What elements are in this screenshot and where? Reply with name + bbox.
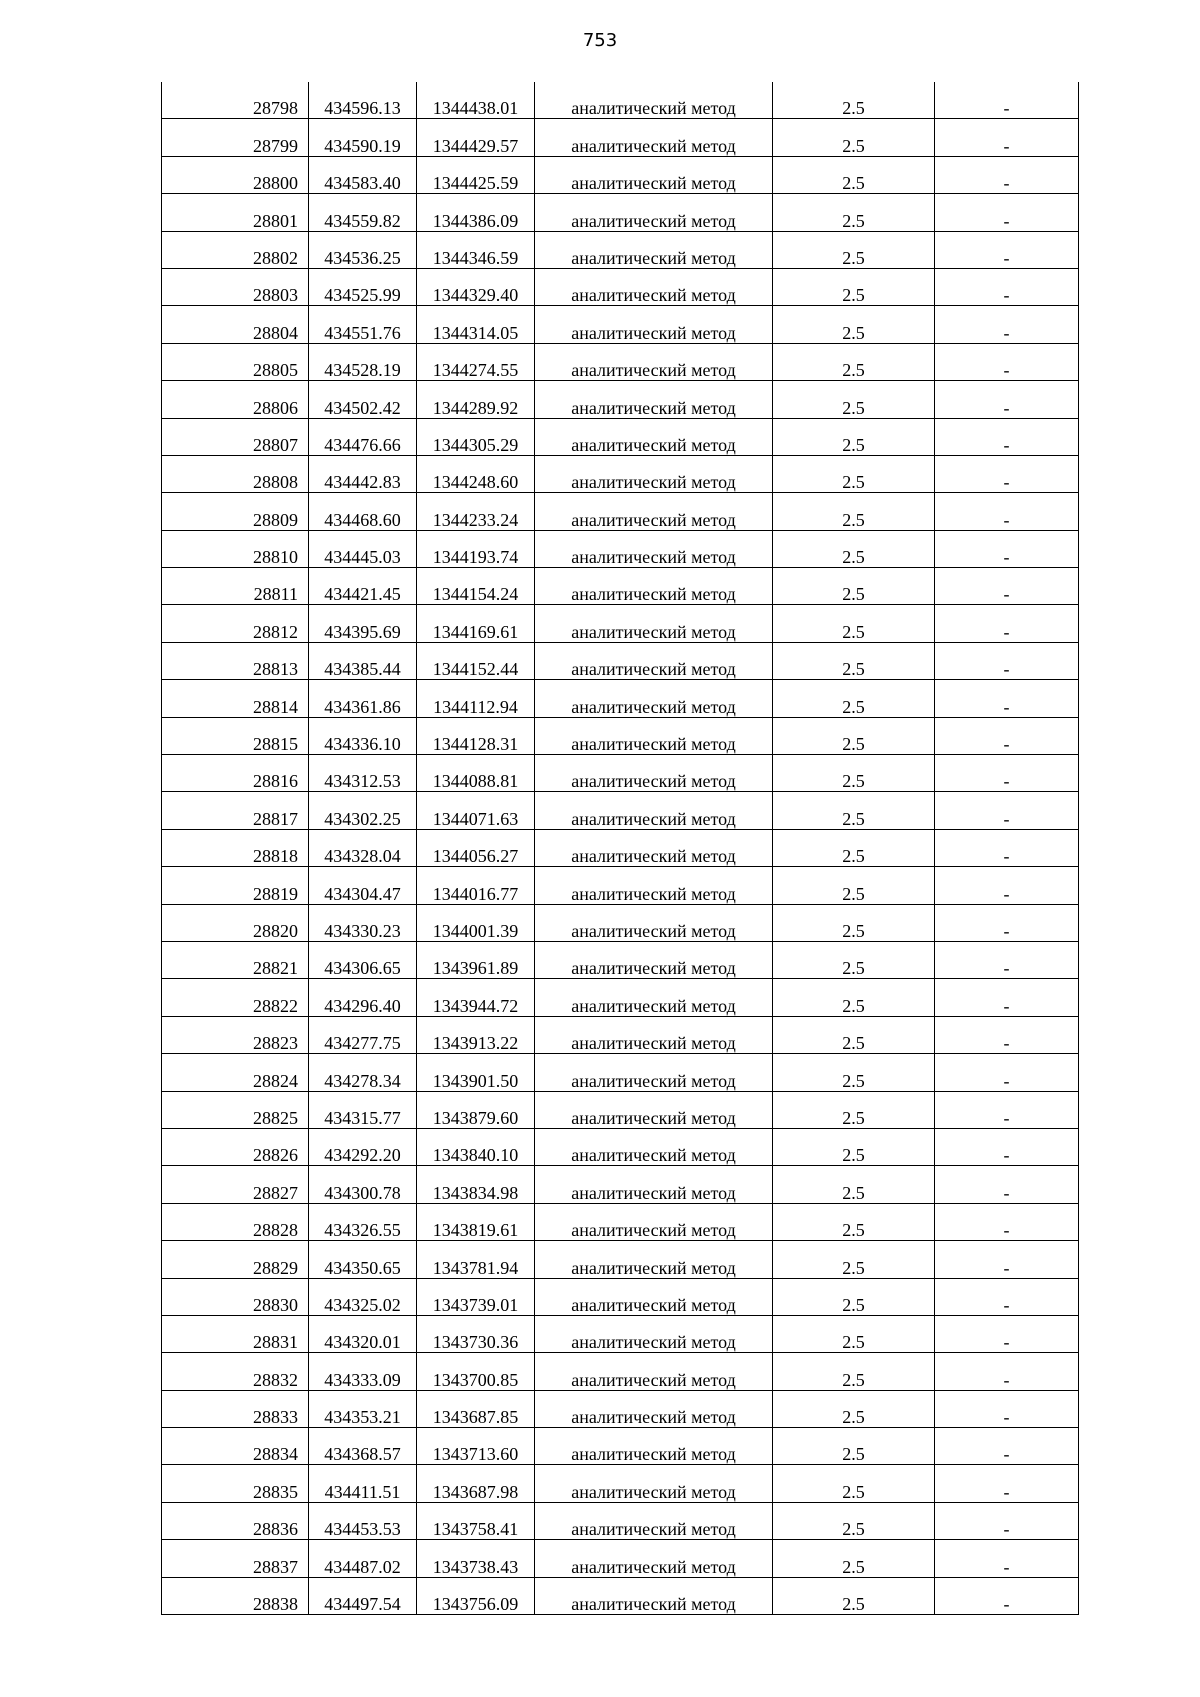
method-cell: аналитический метод [535, 156, 773, 193]
method-cell: аналитический метод [535, 306, 773, 343]
note-cell: - [935, 156, 1079, 193]
note-cell: - [935, 194, 1079, 231]
y-coordinate-cell: 1344314.05 [417, 306, 535, 343]
method-cell: аналитический метод [535, 979, 773, 1016]
method-cell: аналитический метод [535, 1390, 773, 1427]
note-cell: - [935, 231, 1079, 268]
point-number-cell: 28836 [162, 1502, 309, 1539]
point-number-cell: 28810 [162, 530, 309, 567]
note-cell: - [935, 867, 1079, 904]
accuracy-cell: 2.5 [773, 156, 935, 193]
y-coordinate-cell: 1343713.60 [417, 1428, 535, 1465]
table-row [162, 194, 1079, 231]
accuracy-cell: 2.5 [773, 1390, 935, 1427]
method-cell: аналитический метод [535, 605, 773, 642]
accuracy-cell: 2.5 [773, 680, 935, 717]
accuracy-cell: 2.5 [773, 1091, 935, 1128]
table-row [162, 1278, 1079, 1315]
note-cell: - [935, 979, 1079, 1016]
point-number-cell: 28829 [162, 1241, 309, 1278]
table-row [162, 680, 1079, 717]
table-row [162, 119, 1079, 156]
point-number-cell: 28835 [162, 1465, 309, 1502]
method-cell: аналитический метод [535, 1428, 773, 1465]
accuracy-cell: 2.5 [773, 493, 935, 530]
method-cell: аналитический метод [535, 1166, 773, 1203]
accuracy-cell: 2.5 [773, 1128, 935, 1165]
accuracy-cell: 2.5 [773, 306, 935, 343]
note-cell: - [935, 493, 1079, 530]
x-coordinate-cell: 434590.19 [309, 119, 417, 156]
method-cell: аналитический метод [535, 381, 773, 418]
table-row [162, 530, 1079, 567]
point-number-cell: 28830 [162, 1278, 309, 1315]
method-cell: аналитический метод [535, 568, 773, 605]
y-coordinate-cell: 1343961.89 [417, 941, 535, 978]
x-coordinate-cell: 434476.66 [309, 418, 417, 455]
table-row [162, 455, 1079, 492]
table-row [162, 867, 1079, 904]
accuracy-cell: 2.5 [773, 904, 935, 941]
note-cell: - [935, 717, 1079, 754]
point-number-cell: 28805 [162, 343, 309, 380]
x-coordinate-cell: 434325.02 [309, 1278, 417, 1315]
point-number-cell: 28820 [162, 904, 309, 941]
table-row [162, 1166, 1079, 1203]
y-coordinate-cell: 1344071.63 [417, 792, 535, 829]
method-cell: аналитический метод [535, 1353, 773, 1390]
table-row [162, 493, 1079, 530]
point-number-cell: 28838 [162, 1577, 309, 1614]
note-cell: - [935, 904, 1079, 941]
y-coordinate-cell: 1343901.50 [417, 1054, 535, 1091]
y-coordinate-cell: 1344169.61 [417, 605, 535, 642]
x-coordinate-cell: 434559.82 [309, 194, 417, 231]
point-number-cell: 28798 [162, 82, 309, 119]
coordinates-table-wrapper [161, 82, 1078, 1615]
y-coordinate-cell: 1343739.01 [417, 1278, 535, 1315]
x-coordinate-cell: 434306.65 [309, 941, 417, 978]
accuracy-cell: 2.5 [773, 231, 935, 268]
table-row [162, 792, 1079, 829]
method-cell: аналитический метод [535, 755, 773, 792]
table-row [162, 979, 1079, 1016]
method-cell: аналитический метод [535, 1540, 773, 1577]
method-cell: аналитический метод [535, 268, 773, 305]
method-cell: аналитический метод [535, 680, 773, 717]
method-cell: аналитический метод [535, 493, 773, 530]
accuracy-cell: 2.5 [773, 941, 935, 978]
x-coordinate-cell: 434502.42 [309, 381, 417, 418]
point-number-cell: 28827 [162, 1166, 309, 1203]
point-number-cell: 28809 [162, 493, 309, 530]
table-row [162, 1128, 1079, 1165]
x-coordinate-cell: 434328.04 [309, 829, 417, 866]
note-cell: - [935, 1166, 1079, 1203]
table-row [162, 605, 1079, 642]
note-cell: - [935, 1465, 1079, 1502]
method-cell: аналитический метод [535, 792, 773, 829]
y-coordinate-cell: 1343738.43 [417, 1540, 535, 1577]
note-cell: - [935, 530, 1079, 567]
y-coordinate-cell: 1344152.44 [417, 642, 535, 679]
x-coordinate-cell: 434296.40 [309, 979, 417, 1016]
note-cell: - [935, 1054, 1079, 1091]
accuracy-cell: 2.5 [773, 792, 935, 829]
y-coordinate-cell: 1344386.09 [417, 194, 535, 231]
note-cell: - [935, 455, 1079, 492]
y-coordinate-cell: 1343819.61 [417, 1203, 535, 1240]
x-coordinate-cell: 434468.60 [309, 493, 417, 530]
x-coordinate-cell: 434385.44 [309, 642, 417, 679]
y-coordinate-cell: 1344016.77 [417, 867, 535, 904]
table-row [162, 1428, 1079, 1465]
point-number-cell: 28825 [162, 1091, 309, 1128]
table-row [162, 343, 1079, 380]
accuracy-cell: 2.5 [773, 1241, 935, 1278]
table-row [162, 156, 1079, 193]
point-number-cell: 28812 [162, 605, 309, 642]
point-number-cell: 28815 [162, 717, 309, 754]
point-number-cell: 28814 [162, 680, 309, 717]
table-row [162, 717, 1079, 754]
table-row [162, 1315, 1079, 1352]
accuracy-cell: 2.5 [773, 418, 935, 455]
note-cell: - [935, 642, 1079, 679]
point-number-cell: 28813 [162, 642, 309, 679]
note-cell: - [935, 1353, 1079, 1390]
table-row [162, 755, 1079, 792]
y-coordinate-cell: 1344274.55 [417, 343, 535, 380]
point-number-cell: 28801 [162, 194, 309, 231]
method-cell: аналитический метод [535, 119, 773, 156]
accuracy-cell: 2.5 [773, 717, 935, 754]
note-cell: - [935, 941, 1079, 978]
table-row [162, 829, 1079, 866]
table-row [162, 381, 1079, 418]
table-row [162, 231, 1079, 268]
table-row [162, 82, 1079, 119]
accuracy-cell: 2.5 [773, 1203, 935, 1240]
note-cell: - [935, 1428, 1079, 1465]
accuracy-cell: 2.5 [773, 755, 935, 792]
x-coordinate-cell: 434320.01 [309, 1315, 417, 1352]
note-cell: - [935, 1128, 1079, 1165]
method-cell: аналитический метод [535, 231, 773, 268]
x-coordinate-cell: 434277.75 [309, 1016, 417, 1053]
point-number-cell: 28800 [162, 156, 309, 193]
method-cell: аналитический метод [535, 829, 773, 866]
accuracy-cell: 2.5 [773, 194, 935, 231]
note-cell: - [935, 1577, 1079, 1614]
point-number-cell: 28819 [162, 867, 309, 904]
y-coordinate-cell: 1343781.94 [417, 1241, 535, 1278]
point-number-cell: 28818 [162, 829, 309, 866]
point-number-cell: 28799 [162, 119, 309, 156]
accuracy-cell: 2.5 [773, 268, 935, 305]
y-coordinate-cell: 1344329.40 [417, 268, 535, 305]
note-cell: - [935, 755, 1079, 792]
accuracy-cell: 2.5 [773, 1016, 935, 1053]
y-coordinate-cell: 1343840.10 [417, 1128, 535, 1165]
accuracy-cell: 2.5 [773, 82, 935, 119]
note-cell: - [935, 1540, 1079, 1577]
accuracy-cell: 2.5 [773, 1054, 935, 1091]
table-row [162, 1203, 1079, 1240]
x-coordinate-cell: 434395.69 [309, 605, 417, 642]
accuracy-cell: 2.5 [773, 1577, 935, 1614]
table-row [162, 1540, 1079, 1577]
point-number-cell: 28803 [162, 268, 309, 305]
table-row [162, 306, 1079, 343]
accuracy-cell: 2.5 [773, 642, 935, 679]
x-coordinate-cell: 434583.40 [309, 156, 417, 193]
table-row [162, 1390, 1079, 1427]
accuracy-cell: 2.5 [773, 381, 935, 418]
y-coordinate-cell: 1343834.98 [417, 1166, 535, 1203]
note-cell: - [935, 605, 1079, 642]
accuracy-cell: 2.5 [773, 1353, 935, 1390]
point-number-cell: 28834 [162, 1428, 309, 1465]
point-number-cell: 28816 [162, 755, 309, 792]
note-cell: - [935, 306, 1079, 343]
table-row [162, 1465, 1079, 1502]
point-number-cell: 28802 [162, 231, 309, 268]
accuracy-cell: 2.5 [773, 119, 935, 156]
x-coordinate-cell: 434353.21 [309, 1390, 417, 1427]
method-cell: аналитический метод [535, 343, 773, 380]
method-cell: аналитический метод [535, 530, 773, 567]
table-row [162, 1091, 1079, 1128]
table-row [162, 268, 1079, 305]
x-coordinate-cell: 434333.09 [309, 1353, 417, 1390]
accuracy-cell: 2.5 [773, 1278, 935, 1315]
note-cell: - [935, 1241, 1079, 1278]
table-row [162, 941, 1079, 978]
x-coordinate-cell: 434330.23 [309, 904, 417, 941]
note-cell: - [935, 829, 1079, 866]
x-coordinate-cell: 434292.20 [309, 1128, 417, 1165]
x-coordinate-cell: 434368.57 [309, 1428, 417, 1465]
y-coordinate-cell: 1344438.01 [417, 82, 535, 119]
note-cell: - [935, 568, 1079, 605]
accuracy-cell: 2.5 [773, 1465, 935, 1502]
point-number-cell: 28808 [162, 455, 309, 492]
method-cell: аналитический метод [535, 1577, 773, 1614]
x-coordinate-cell: 434304.47 [309, 867, 417, 904]
y-coordinate-cell: 1344346.59 [417, 231, 535, 268]
method-cell: аналитический метод [535, 904, 773, 941]
method-cell: аналитический метод [535, 1203, 773, 1240]
table-row [162, 1577, 1079, 1614]
table-row [162, 904, 1079, 941]
accuracy-cell: 2.5 [773, 1502, 935, 1539]
note-cell: - [935, 1203, 1079, 1240]
table-row [162, 1054, 1079, 1091]
point-number-cell: 28832 [162, 1353, 309, 1390]
x-coordinate-cell: 434411.51 [309, 1465, 417, 1502]
x-coordinate-cell: 434300.78 [309, 1166, 417, 1203]
x-coordinate-cell: 434302.25 [309, 792, 417, 829]
y-coordinate-cell: 1344289.92 [417, 381, 535, 418]
accuracy-cell: 2.5 [773, 568, 935, 605]
y-coordinate-cell: 1344233.24 [417, 493, 535, 530]
table-row [162, 1241, 1079, 1278]
point-number-cell: 28811 [162, 568, 309, 605]
y-coordinate-cell: 1344305.29 [417, 418, 535, 455]
point-number-cell: 28828 [162, 1203, 309, 1240]
point-number-cell: 28833 [162, 1390, 309, 1427]
point-number-cell: 28817 [162, 792, 309, 829]
point-number-cell: 28826 [162, 1128, 309, 1165]
method-cell: аналитический метод [535, 1091, 773, 1128]
method-cell: аналитический метод [535, 455, 773, 492]
point-number-cell: 28806 [162, 381, 309, 418]
point-number-cell: 28837 [162, 1540, 309, 1577]
method-cell: аналитический метод [535, 1465, 773, 1502]
accuracy-cell: 2.5 [773, 829, 935, 866]
table-body [162, 82, 1079, 1615]
y-coordinate-cell: 1343944.72 [417, 979, 535, 1016]
note-cell: - [935, 1315, 1079, 1352]
x-coordinate-cell: 434326.55 [309, 1203, 417, 1240]
point-number-cell: 28822 [162, 979, 309, 1016]
page-number: 753 [582, 30, 618, 51]
table-row [162, 642, 1079, 679]
y-coordinate-cell: 1344154.24 [417, 568, 535, 605]
point-number-cell: 28821 [162, 941, 309, 978]
y-coordinate-cell: 1343700.85 [417, 1353, 535, 1390]
method-cell: аналитический метод [535, 194, 773, 231]
method-cell: аналитический метод [535, 642, 773, 679]
table-row [162, 1353, 1079, 1390]
accuracy-cell: 2.5 [773, 455, 935, 492]
note-cell: - [935, 343, 1079, 380]
method-cell: аналитический метод [535, 82, 773, 119]
x-coordinate-cell: 434442.83 [309, 455, 417, 492]
accuracy-cell: 2.5 [773, 343, 935, 380]
table-row [162, 1502, 1079, 1539]
accuracy-cell: 2.5 [773, 1540, 935, 1577]
note-cell: - [935, 381, 1079, 418]
x-coordinate-cell: 434525.99 [309, 268, 417, 305]
x-coordinate-cell: 434336.10 [309, 717, 417, 754]
method-cell: аналитический метод [535, 1278, 773, 1315]
y-coordinate-cell: 1344112.94 [417, 680, 535, 717]
accuracy-cell: 2.5 [773, 530, 935, 567]
point-number-cell: 28804 [162, 306, 309, 343]
table-row [162, 568, 1079, 605]
y-coordinate-cell: 1344425.59 [417, 156, 535, 193]
note-cell: - [935, 268, 1079, 305]
x-coordinate-cell: 434536.25 [309, 231, 417, 268]
note-cell: - [935, 82, 1079, 119]
x-coordinate-cell: 434551.76 [309, 306, 417, 343]
y-coordinate-cell: 1343879.60 [417, 1091, 535, 1128]
method-cell: аналитический метод [535, 867, 773, 904]
x-coordinate-cell: 434445.03 [309, 530, 417, 567]
y-coordinate-cell: 1344001.39 [417, 904, 535, 941]
x-coordinate-cell: 434312.53 [309, 755, 417, 792]
x-coordinate-cell: 434361.86 [309, 680, 417, 717]
method-cell: аналитический метод [535, 717, 773, 754]
note-cell: - [935, 792, 1079, 829]
y-coordinate-cell: 1343687.85 [417, 1390, 535, 1427]
accuracy-cell: 2.5 [773, 1315, 935, 1352]
x-coordinate-cell: 434421.45 [309, 568, 417, 605]
x-coordinate-cell: 434453.53 [309, 1502, 417, 1539]
accuracy-cell: 2.5 [773, 979, 935, 1016]
y-coordinate-cell: 1343687.98 [417, 1465, 535, 1502]
method-cell: аналитический метод [535, 1241, 773, 1278]
x-coordinate-cell: 434528.19 [309, 343, 417, 380]
note-cell: - [935, 1278, 1079, 1315]
note-cell: - [935, 1390, 1079, 1427]
y-coordinate-cell: 1344056.27 [417, 829, 535, 866]
x-coordinate-cell: 434487.02 [309, 1540, 417, 1577]
note-cell: - [935, 418, 1079, 455]
accuracy-cell: 2.5 [773, 1428, 935, 1465]
method-cell: аналитический метод [535, 1128, 773, 1165]
table-row [162, 1016, 1079, 1053]
accuracy-cell: 2.5 [773, 867, 935, 904]
table-row [162, 418, 1079, 455]
y-coordinate-cell: 1344128.31 [417, 717, 535, 754]
method-cell: аналитический метод [535, 1502, 773, 1539]
method-cell: аналитический метод [535, 1054, 773, 1091]
x-coordinate-cell: 434497.54 [309, 1577, 417, 1614]
method-cell: аналитический метод [535, 1016, 773, 1053]
y-coordinate-cell: 1344248.60 [417, 455, 535, 492]
y-coordinate-cell: 1344193.74 [417, 530, 535, 567]
note-cell: - [935, 1016, 1079, 1053]
x-coordinate-cell: 434315.77 [309, 1091, 417, 1128]
method-cell: аналитический метод [535, 1315, 773, 1352]
x-coordinate-cell: 434278.34 [309, 1054, 417, 1091]
point-number-cell: 28824 [162, 1054, 309, 1091]
note-cell: - [935, 119, 1079, 156]
method-cell: аналитический метод [535, 941, 773, 978]
point-number-cell: 28831 [162, 1315, 309, 1352]
coordinates-table [161, 82, 1079, 1615]
note-cell: - [935, 680, 1079, 717]
accuracy-cell: 2.5 [773, 605, 935, 642]
y-coordinate-cell: 1343756.09 [417, 1577, 535, 1614]
note-cell: - [935, 1502, 1079, 1539]
accuracy-cell: 2.5 [773, 1166, 935, 1203]
point-number-cell: 28807 [162, 418, 309, 455]
y-coordinate-cell: 1343913.22 [417, 1016, 535, 1053]
x-coordinate-cell: 434596.13 [309, 82, 417, 119]
point-number-cell: 28823 [162, 1016, 309, 1053]
method-cell: аналитический метод [535, 418, 773, 455]
y-coordinate-cell: 1343730.36 [417, 1315, 535, 1352]
y-coordinate-cell: 1344088.81 [417, 755, 535, 792]
x-coordinate-cell: 434350.65 [309, 1241, 417, 1278]
y-coordinate-cell: 1344429.57 [417, 119, 535, 156]
note-cell: - [935, 1091, 1079, 1128]
y-coordinate-cell: 1343758.41 [417, 1502, 535, 1539]
